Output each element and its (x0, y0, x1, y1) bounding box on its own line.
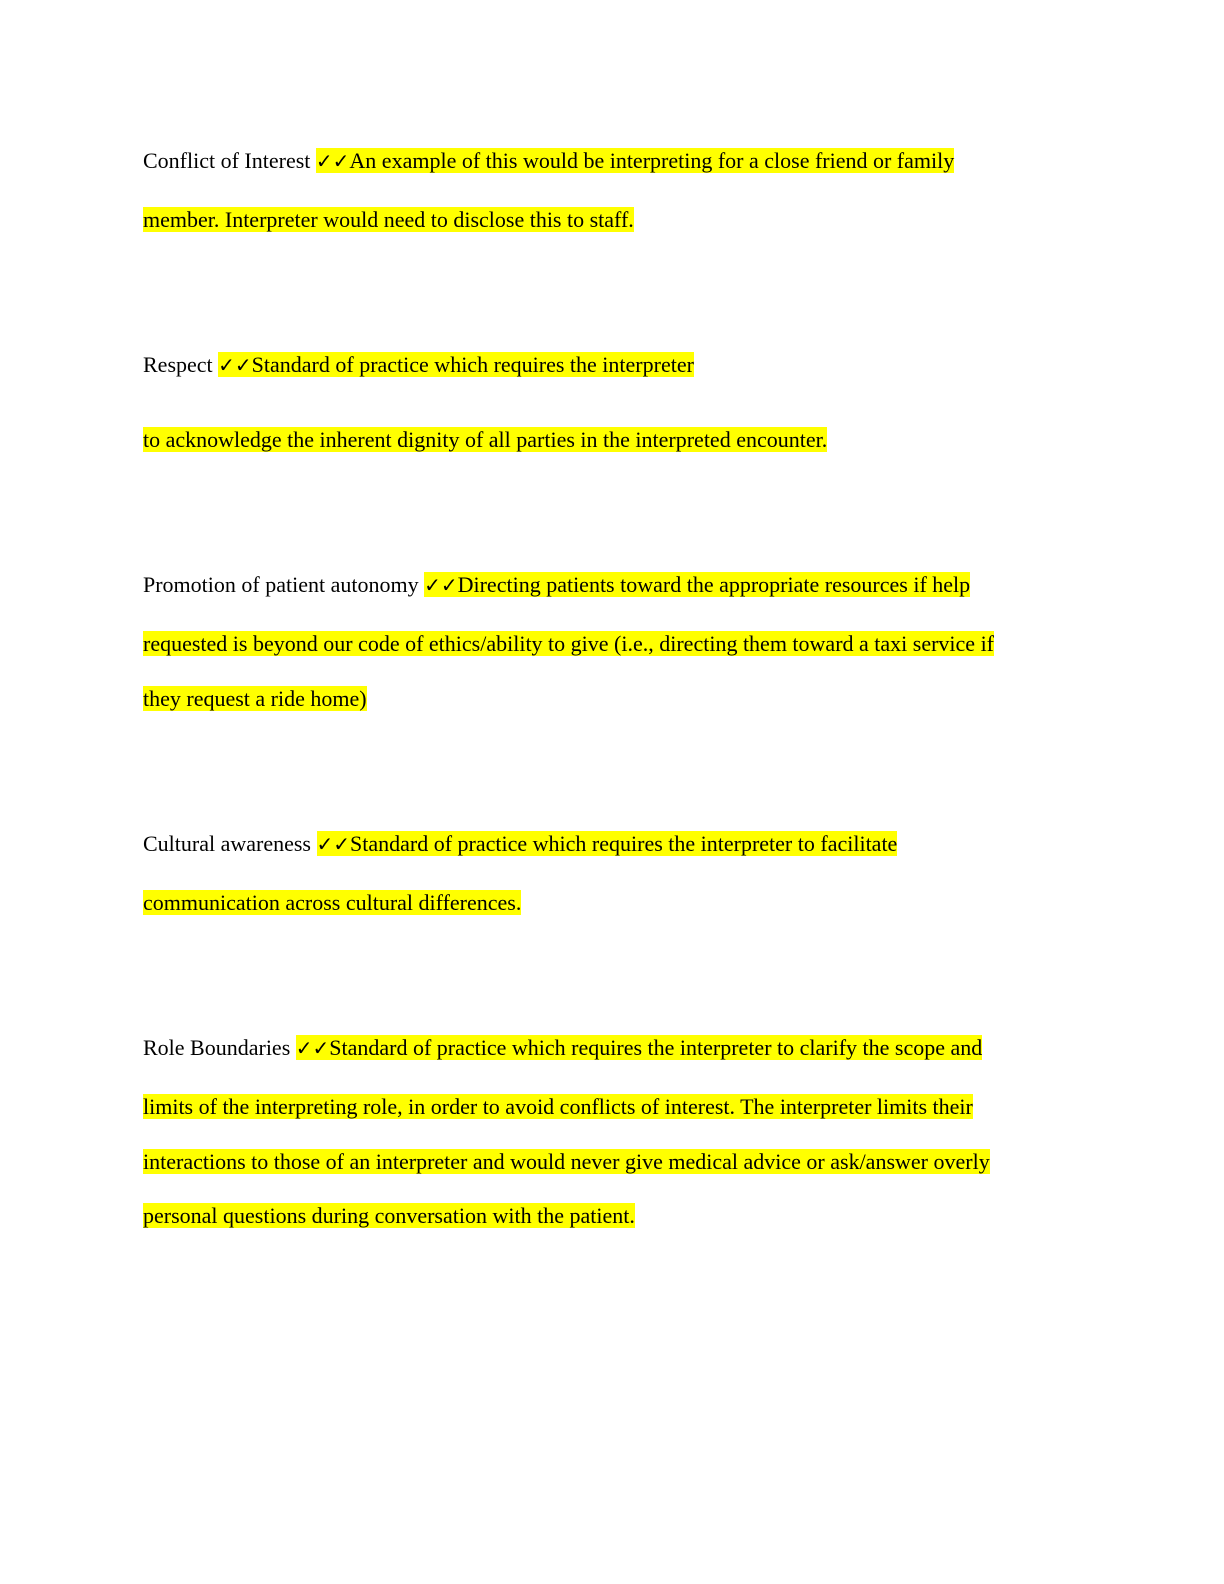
definition-text: Directing patients toward the appropriate resources if help (457, 572, 971, 597)
entry-role-boundaries-line-2 (143, 1089, 973, 1125)
double-check-icon: ✓✓ (316, 832, 351, 856)
definition-text: communication across cultural differences. (143, 890, 522, 915)
definition-text: An example of this would be interpreting for a close friend or family (349, 148, 955, 173)
entry-role-boundaries-line-1 (143, 1030, 982, 1066)
entry-role-boundaries-line-4 (143, 1198, 635, 1234)
entry-cultural-awareness-line-1 (143, 826, 897, 862)
definition-text: Standard of practice which requires the interpreter to clarify the scope and (329, 1035, 983, 1060)
double-check-icon: ✓✓ (424, 573, 458, 597)
entry-cultural-awareness-line-2 (143, 885, 521, 921)
entry-patient-autonomy-line-2 (143, 626, 994, 662)
definition-text: Standard of practice which requires the interpreter (251, 352, 694, 377)
entry-conflict-of-interest-line-1 (143, 143, 954, 179)
term-conflict-of-interest: Conflict of Interest (143, 148, 311, 173)
definition-text: requested is beyond our code of ethics/ability to give (i.e., directing them toward a taxi service if (143, 631, 995, 656)
double-check-icon: ✓✓ (295, 1036, 330, 1060)
term-cultural-awareness: Cultural awareness (143, 831, 311, 856)
entry-role-boundaries-line-3 (143, 1144, 990, 1180)
entry-respect-line-2 (143, 422, 827, 458)
definition-text: limits of the interpreting role, in order to avoid conflicts of interest. The interpreter limits their (143, 1094, 973, 1119)
term-role-boundaries: Role Boundaries (143, 1035, 291, 1060)
definition-text: to acknowledge the inherent dignity of all parties in the interpreted encounter. (143, 427, 828, 452)
double-check-icon: ✓✓ (315, 149, 350, 173)
definition-text: Standard of practice which requires the interpreter to facilitate (350, 831, 898, 856)
double-check-icon: ✓✓ (218, 353, 252, 377)
entry-conflict-of-interest-line-2 (143, 202, 634, 238)
definition-text: personal questions during conversation with the patient. (143, 1203, 635, 1228)
term-patient-autonomy: Promotion of patient autonomy (143, 572, 419, 597)
term-respect: Respect (143, 352, 213, 377)
entry-respect-line-1 (143, 347, 694, 383)
definition-text: member. Interpreter would need to disclose this to staff. (143, 207, 634, 232)
definition-text: interactions to those of an interpreter and would never give medical advice or ask/answer overly (143, 1149, 990, 1174)
entry-patient-autonomy-line-1 (143, 567, 970, 603)
definition-text: they request a ride home) (143, 686, 367, 711)
entry-patient-autonomy-line-3 (143, 681, 367, 717)
